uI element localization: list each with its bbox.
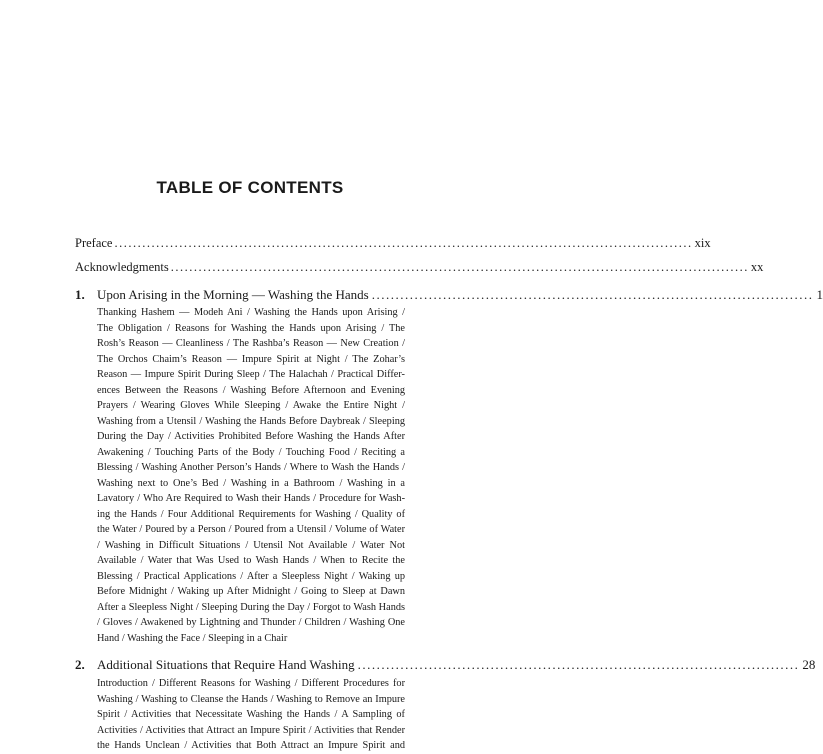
toc-chapter-2[interactable] — [75, 657, 816, 673]
toc-chapter-1[interactable] — [75, 287, 823, 303]
toc-entry-label: Preface — [75, 236, 113, 250]
summary-line: Before Midnight / Waking up After Midnight / Going to Sleep at Dawn — [97, 586, 405, 597]
chapter-summary-1 — [97, 305, 405, 646]
chapter-number: 2. — [75, 657, 85, 672]
summary-line: Washing / Washing to Cleanse the Hands / Washing to Remove an Impure — [97, 693, 405, 705]
summary-line: Prayers / Wearing Gloves While Sleeping / Awake the Entire Night / — [97, 400, 405, 411]
summary-line: Awakening / Touching Parts of the Body / Touching Food / Reciting a — [97, 446, 405, 458]
toc-entry-page: xx — [750, 260, 764, 274]
summary-line: The Obligation / Reasons for Washing the Hands upon Arising / The — [97, 322, 405, 334]
summary-line: ing the Hands / Four Additional Requirements for Washing / Quality of — [97, 508, 405, 520]
summary-line: Washing from a Utensil / Washing the Hands Before Daybreak / Sleeping — [97, 415, 405, 427]
summary-line: The Orchos Chaim’s Reason — Impure Spirit at Night / The Zohar’s — [97, 353, 405, 365]
toc-entry-page: xix — [694, 236, 711, 250]
chapter-page: 1 — [816, 287, 823, 302]
chapter-page: 28 — [802, 657, 816, 672]
summary-line: Thanking Hashem — Modeh Ani / Washing the Hands upon Arising / — [97, 307, 405, 318]
summary-line: Reason — Impure Spirit During Sleep / The Halachah / Practical Differ- — [97, 369, 405, 380]
summary-line: / Gloves / Awakened by Lightning and Thunder / Children / Washing One — [97, 617, 405, 628]
chapter-summary-2 — [97, 676, 405, 754]
dot-leader: ............................................................................................................................. — [170, 260, 749, 274]
toc-entry-label: Acknowledgments — [75, 260, 169, 274]
summary-line: Lavatory / Who Are Required to Wash their Hands / Procedure for Wash- — [97, 493, 405, 504]
summary-line: Washing next to One’s Bed / Washing in a Bathroom / Washing in a — [97, 477, 405, 489]
toc-entry-preface[interactable] — [75, 236, 711, 251]
summary-line: the Hands Unclean / Activities that Both Attract an Impure Spirit and — [97, 740, 405, 751]
summary-line: Blessing / Practical Applications / After a Sleepless Night / Waking up — [97, 570, 405, 582]
summary-line: Introduction / Different Reasons for Washing / Different Procedures for — [97, 678, 405, 689]
summary-line: the Water / Poured by a Person / Poured from a Utensil / Volume of Water — [97, 524, 405, 535]
summary-line: / Washing in Difficult Situations / Utensil Not Available / Water Not — [97, 539, 405, 551]
page-title: TABLE OF CONTENTS — [156, 178, 344, 197]
summary-line: Blessing / Washing Another Person’s Hands / Where to Wash the Hands / — [97, 462, 405, 473]
summary-line: ences Between the Reasons / Washing Before Afternoon and Evening — [97, 384, 405, 396]
summary-line: Hand / Washing the Face / Sleeping in a Chair — [97, 632, 288, 644]
dot-leader: ............................................................................................. — [371, 287, 814, 302]
chapter-number: 1. — [75, 287, 85, 302]
dot-leader: ............................................................................................................................. — [114, 236, 693, 250]
summary-line: After a Sleepless Night / Sleeping During the Day / Forgot to Wash Hands — [97, 601, 405, 613]
summary-line: Spirit / Activities that Necessitate Washing the Hands / A Sampling of — [97, 709, 405, 720]
summary-line: Activities / Activities that Attract an Impure Spirit / Activities that Render — [97, 724, 405, 736]
toc-entry-acknowledgments[interactable] — [75, 260, 764, 275]
summary-line: Available / Water that Was Used to Wash Hands / When to Recite the — [97, 555, 405, 566]
chapter-title: Upon Arising in the Morning — Washing the Hands — [97, 287, 369, 302]
summary-line: During the Day / Activities Prohibited Before Washing the Hands After — [97, 431, 405, 442]
dot-leader: ............................................................................................. — [357, 657, 800, 672]
chapter-title: Additional Situations that Require Hand Washing — [97, 657, 355, 672]
summary-line: Rosh’s Reason — Cleanliness / The Rashba’s Reason — New Creation / — [97, 338, 405, 349]
